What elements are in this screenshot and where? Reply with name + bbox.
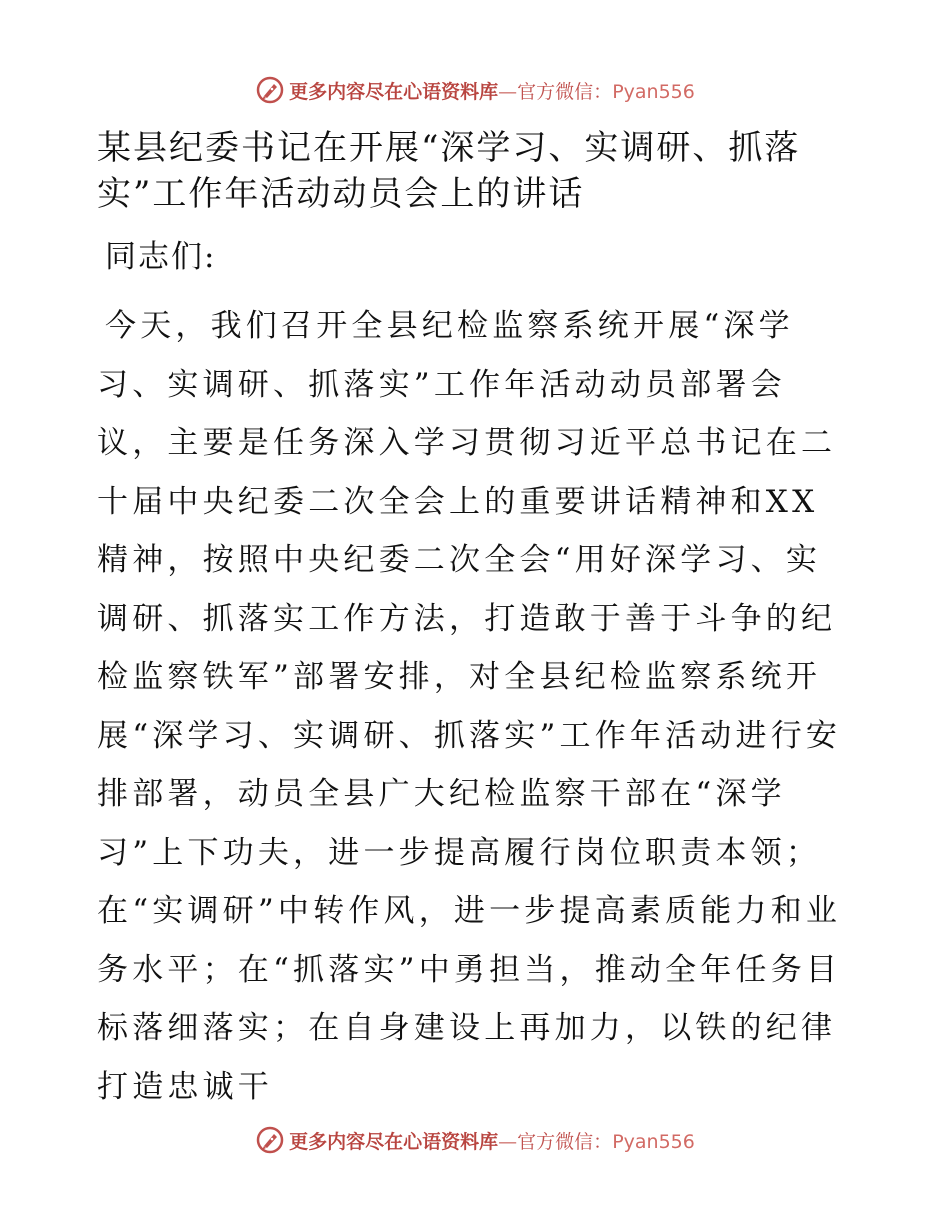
paragraph: 今天，我们召开全县纪检监察系统开展“深学习、实调研、抓落实”工作年活动动员部署会议，主要是任务深入学习贯彻习近平总书记在二十届中央纪委二次全会上的重要讲话精神和XX精神，按照中央纪委二次全会“用好深学习、实调研、抓落实工作方法，打造敢于善于斗争的纪检监察铁军”部署安排，对全县纪检监察系统开展“深学习、实调研、抓落实”工作年活动进行安排部署，动员全县广大纪检监察干部在“深学习”上下功夫，进一步提高履行岗位职责本领；在“实调研”中转作风，进一步提高素质能力和业务水平；在“抓落实”中勇担当，推动全年任务目标落细落实；在自身建设上再加力，以铁的纪律打造忠诚干 <box>97 308 842 1105</box>
document-body <box>97 125 857 1116</box>
document-title: 某县纪委书记在开展“深学习、实调研、抓落实”工作年活动动员会上的讲话 <box>97 128 801 214</box>
footer-banner <box>0 1120 950 1160</box>
banner-suffix-text: 官方微信： <box>517 1130 613 1153</box>
greeting: 同志们: <box>105 239 217 275</box>
pen-nib-logo-icon <box>255 1125 285 1155</box>
banner-text <box>289 77 695 104</box>
banner-bold-text: 更多内容尽在心语资料库 <box>289 1130 499 1153</box>
banner-suffix-text: 官方微信： <box>517 80 613 103</box>
header-banner <box>0 70 950 110</box>
banner-wechat-id: Pyan556 <box>612 80 695 103</box>
banner-dash: — <box>498 1130 518 1153</box>
banner-wechat-id: Pyan556 <box>612 1130 695 1153</box>
pen-nib-logo-icon <box>255 75 285 105</box>
banner-text <box>289 1127 695 1154</box>
banner-dash: — <box>498 80 518 103</box>
banner-bold-text: 更多内容尽在心语资料库 <box>289 80 499 103</box>
